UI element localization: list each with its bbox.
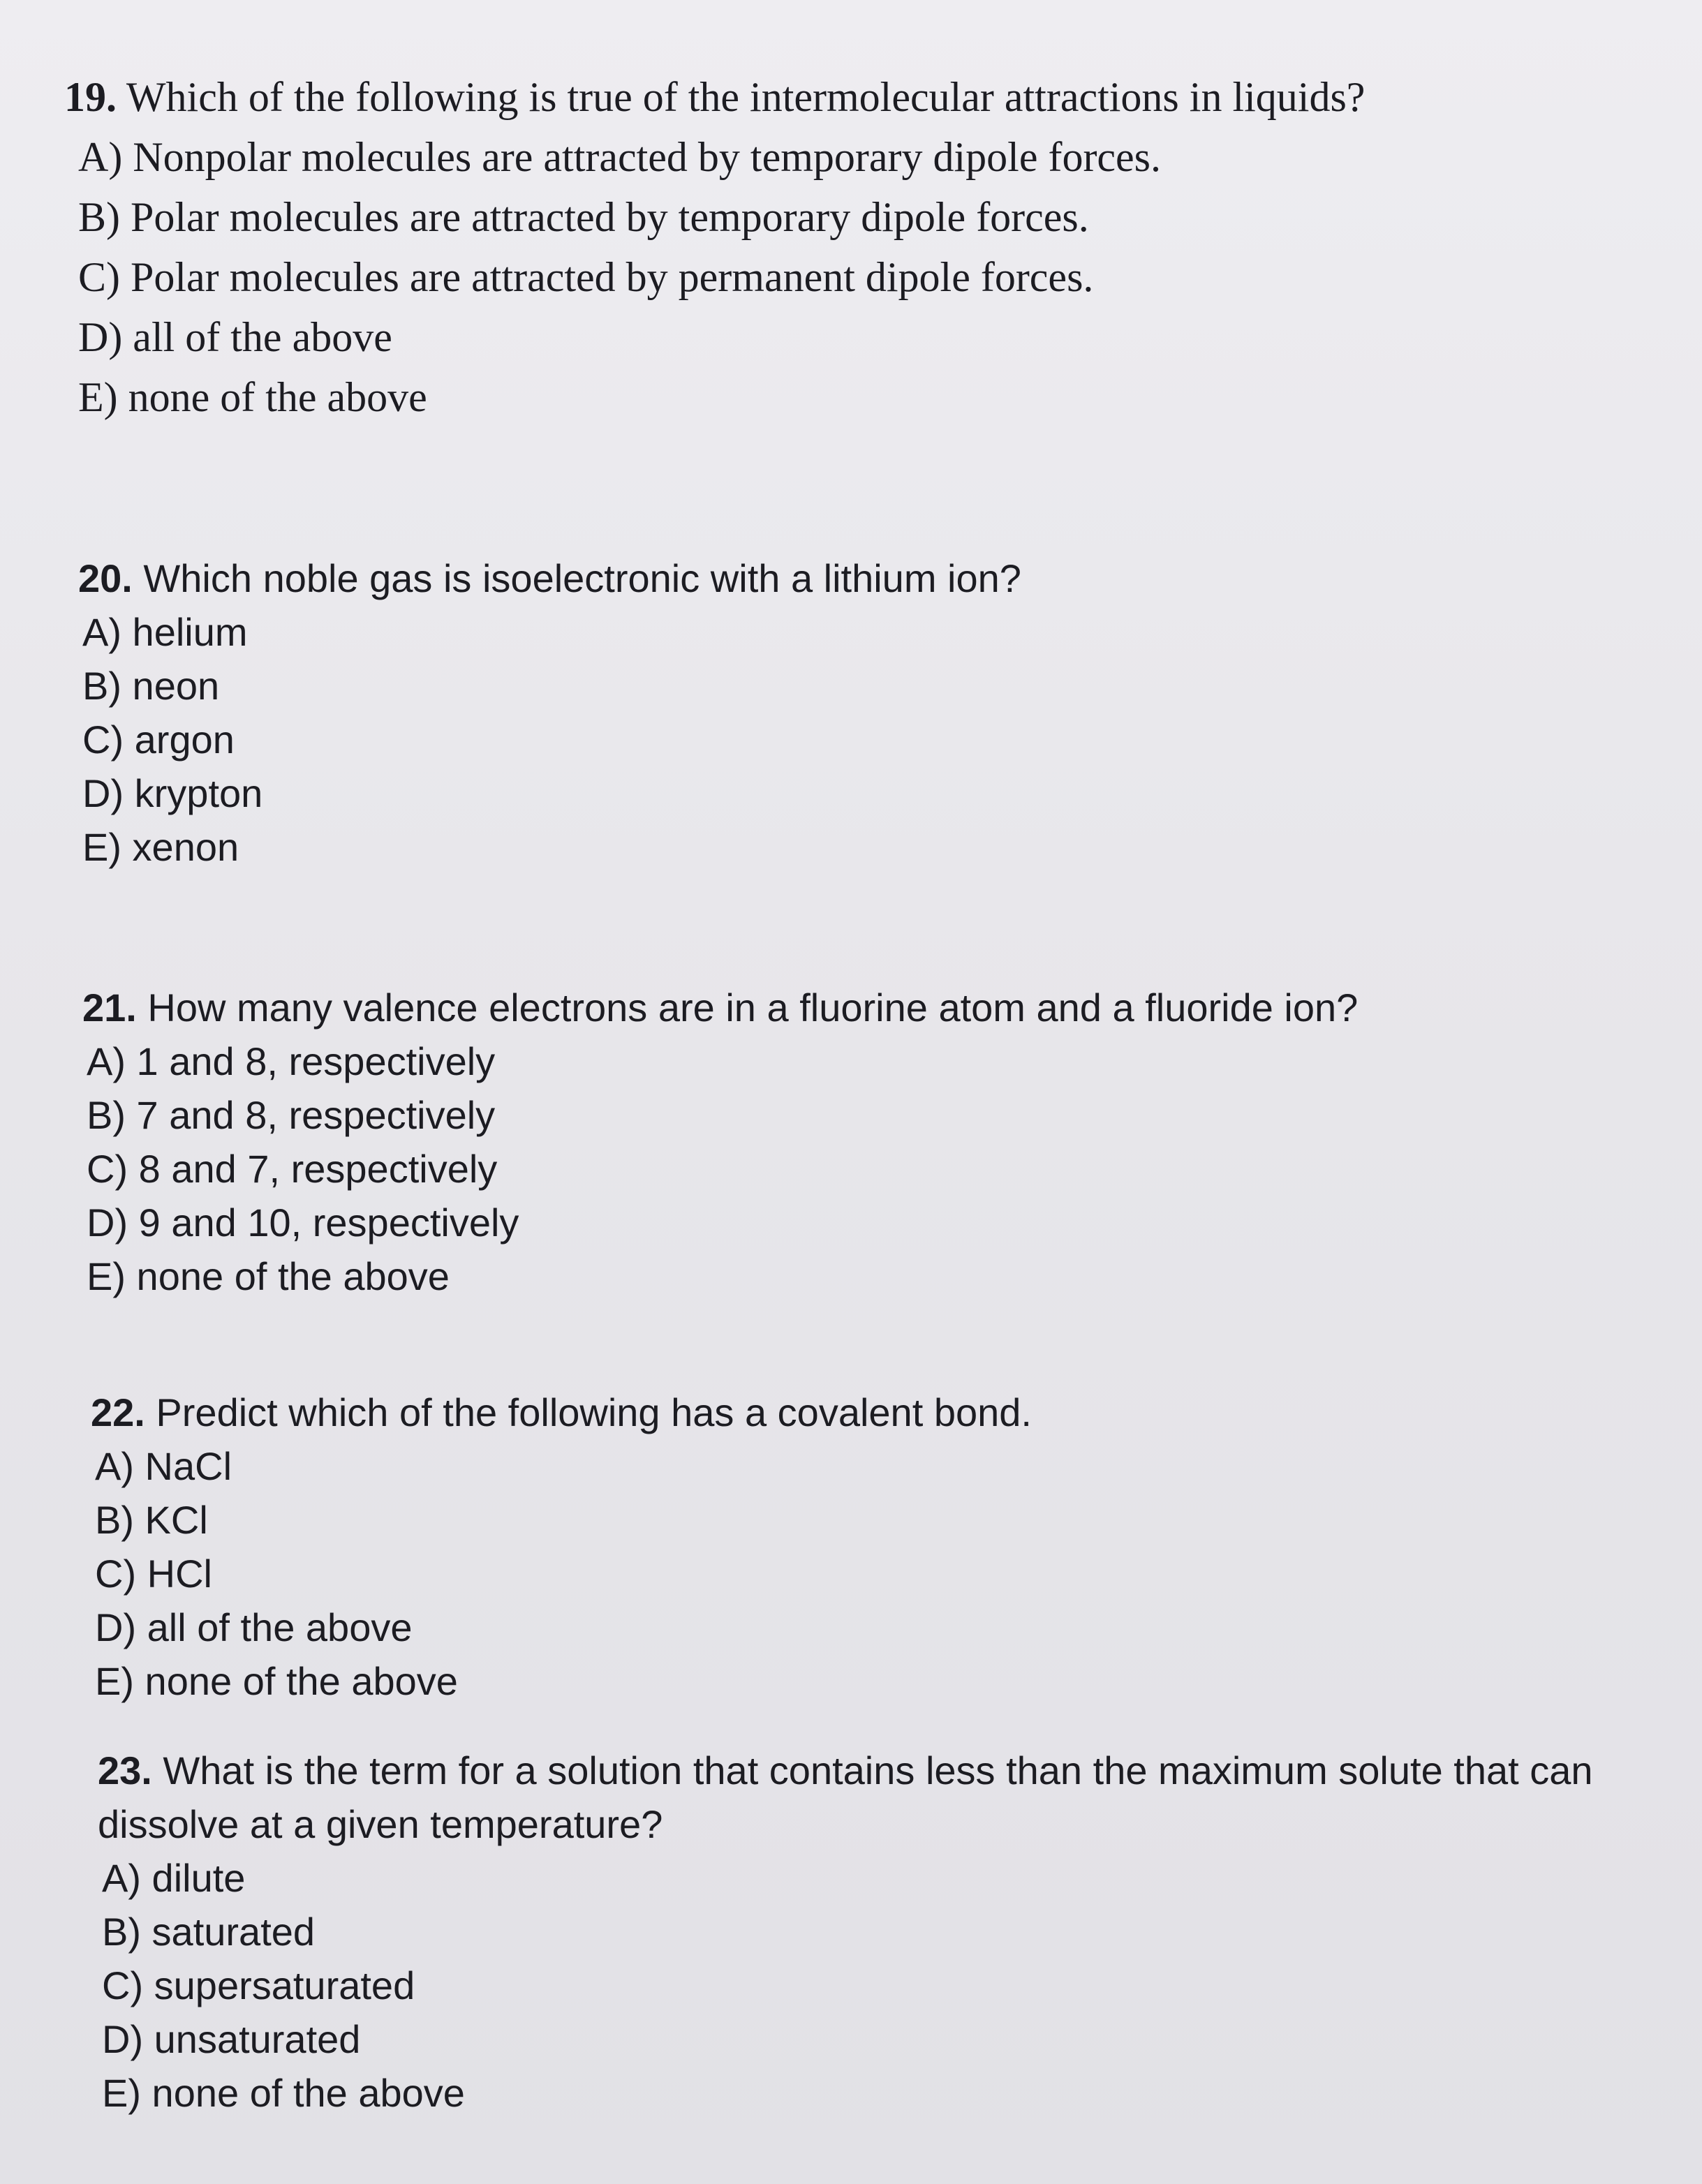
question-text-line-2: dissolve at a given temperature? bbox=[98, 1802, 663, 1846]
option-b: B) 7 and 8, respectively bbox=[87, 1093, 496, 1137]
question-text: Which of the following is true of the intermolecular attractions in liquids? bbox=[126, 74, 1366, 120]
question-21-stem bbox=[82, 981, 1358, 1034]
question-23-stem bbox=[98, 1744, 1593, 1851]
question-23 bbox=[98, 1744, 1593, 2120]
question-20 bbox=[78, 551, 1021, 874]
question-21 bbox=[82, 981, 1358, 1303]
option-b: B) Polar molecules are attracted by temporary dipole forces. bbox=[78, 194, 1089, 240]
option-d: D) all of the above bbox=[78, 314, 392, 360]
option-a: A) Nonpolar molecules are attracted by temporary dipole forces. bbox=[78, 134, 1162, 180]
option-a: A) dilute bbox=[102, 1856, 246, 1900]
question-number: 20. bbox=[78, 556, 133, 600]
option-a: A) NaCl bbox=[95, 1444, 232, 1488]
question-text: Which noble gas is isoelectronic with a lithium ion? bbox=[143, 556, 1021, 600]
question-19 bbox=[64, 67, 1365, 427]
option-c: C) argon bbox=[82, 718, 235, 762]
option-e: E) none of the above bbox=[87, 1254, 450, 1298]
option-b: B) KCl bbox=[95, 1498, 208, 1542]
option-e: E) none of the above bbox=[102, 2071, 465, 2115]
option-d: D) unsaturated bbox=[102, 2017, 361, 2061]
option-c: C) Polar molecules are attracted by permanent dipole forces. bbox=[78, 254, 1094, 300]
option-d: D) all of the above bbox=[95, 1605, 413, 1649]
option-d: D) krypton bbox=[82, 771, 263, 815]
question-19-stem bbox=[64, 67, 1365, 127]
question-number: 23. bbox=[98, 1748, 152, 1792]
option-c: C) HCl bbox=[95, 1552, 212, 1596]
option-a: A) helium bbox=[82, 610, 248, 654]
option-c: C) supersaturated bbox=[102, 1963, 415, 2007]
question-number: 21. bbox=[82, 986, 137, 1030]
question-text-line-1: What is the term for a solution that contains less than the maximum solute that can bbox=[163, 1748, 1593, 1792]
question-number: 19. bbox=[64, 74, 117, 120]
question-text: Predict which of the following has a covalent bond. bbox=[156, 1390, 1032, 1434]
option-b: B) neon bbox=[82, 664, 220, 708]
question-20-stem bbox=[78, 551, 1021, 605]
option-b: B) saturated bbox=[102, 1910, 316, 1954]
option-a: A) 1 and 8, respectively bbox=[87, 1039, 496, 1083]
question-22-stem bbox=[91, 1386, 1032, 1439]
option-d: D) 9 and 10, respectively bbox=[87, 1201, 519, 1245]
option-e: E) xenon bbox=[82, 825, 239, 869]
question-text: How many valence electrons are in a fluorine atom and a fluoride ion? bbox=[147, 986, 1359, 1030]
question-22 bbox=[91, 1386, 1032, 1708]
question-number: 22. bbox=[91, 1390, 145, 1434]
option-e: E) none of the above bbox=[78, 374, 427, 420]
option-c: C) 8 and 7, respectively bbox=[87, 1147, 498, 1191]
option-e: E) none of the above bbox=[95, 1659, 458, 1703]
